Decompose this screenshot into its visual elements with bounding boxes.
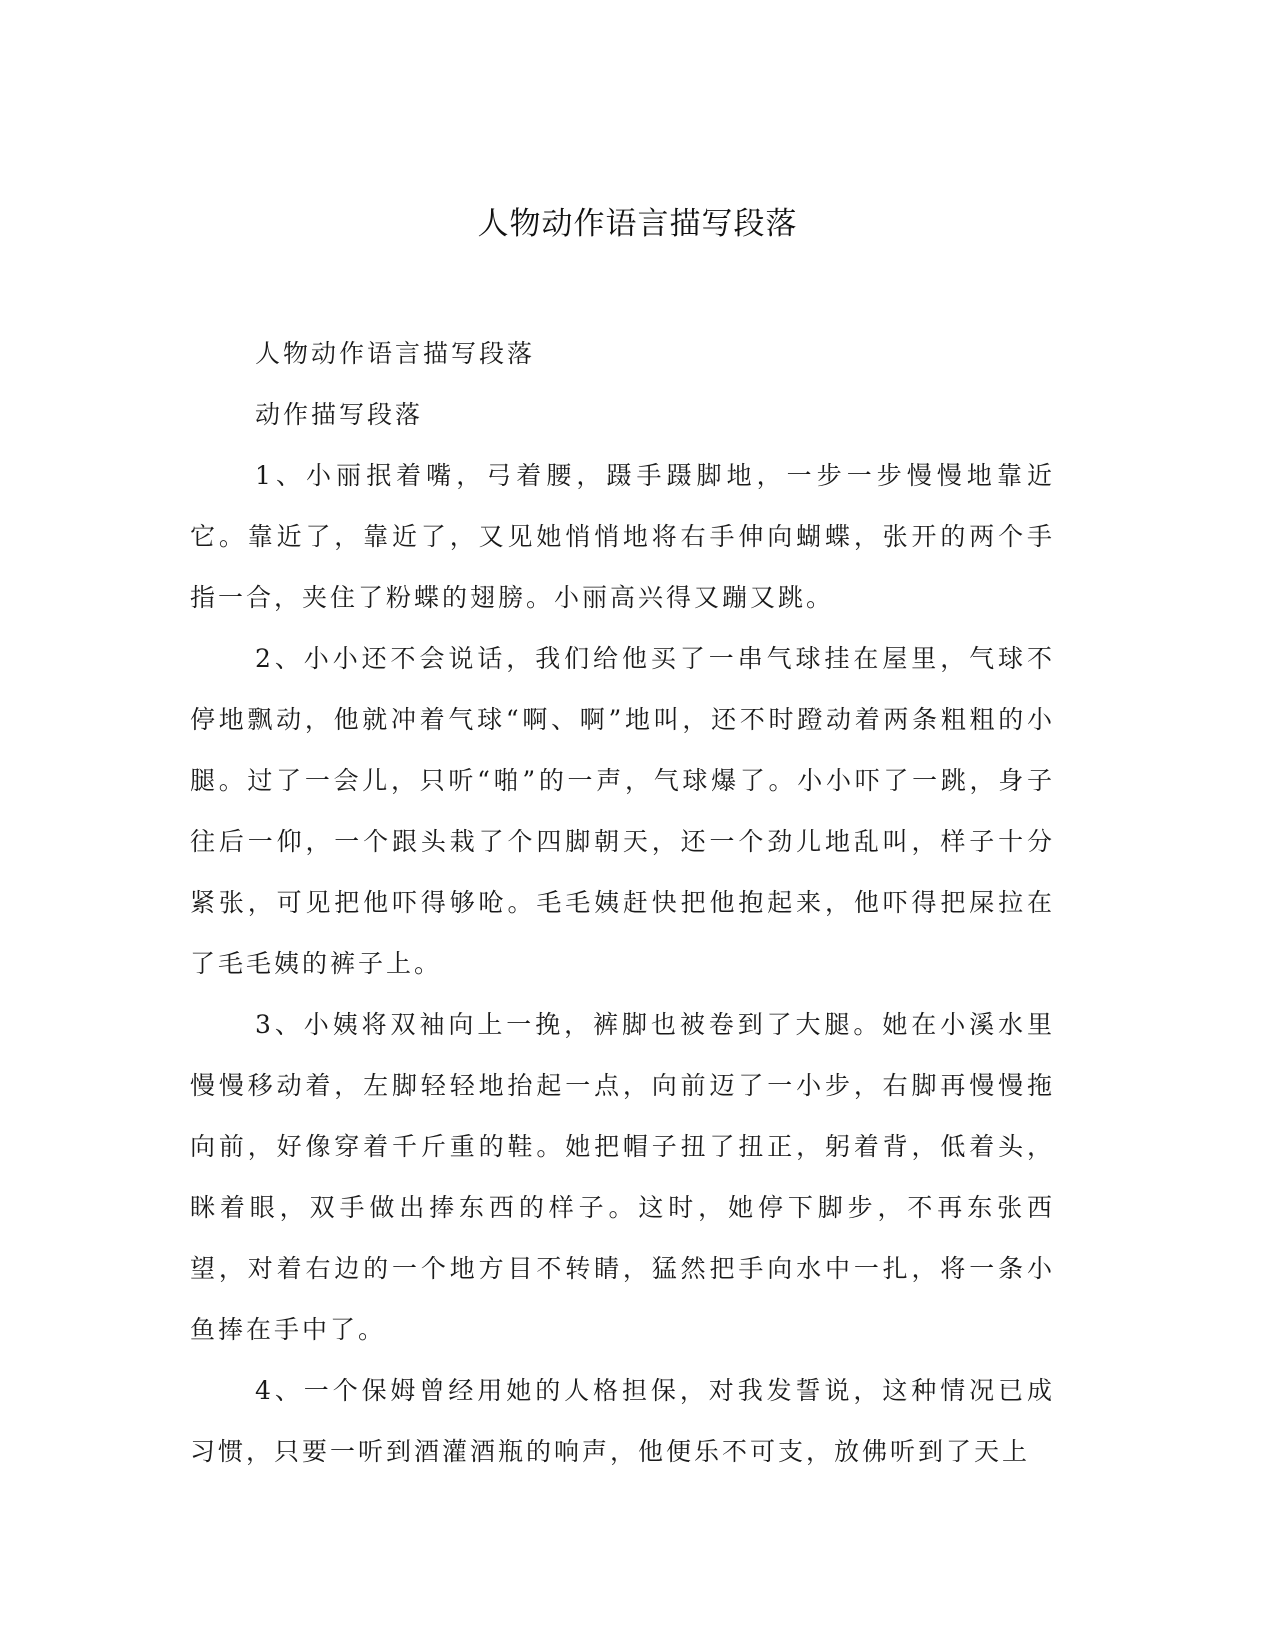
paragraph-subtitle: 人物动作语言描写段落 xyxy=(255,339,536,368)
document-body xyxy=(190,323,1055,1482)
page-title: 人物动作语言描写段落 xyxy=(477,206,798,242)
paragraph-2: 2、小小还不会说话，我们给他买了一串气球挂在屋里，气球不停地飘动，他就冲着气球“啊、啊”地叫，还不时蹬动着两条粗粗的小腿。过了一会儿，只听“啪”的一声，气球爆了。小小吓了一跳，身子往后一仰，一个跟头栽了个四脚朝天，还一个劲儿地乱叫，样子十分紧张，可见把他吓得够呛。毛毛姨赶快把他抱起来，他吓得把屎拉在了毛毛姨的裤子上。 xyxy=(190,644,1055,978)
paragraph-1: 1、小丽抿着嘴，弓着腰，蹑手蹑脚地，一步一步慢慢地靠近它。靠近了，靠近了，又见她悄悄地将右手伸向蝴蝶，张开的两个手指一合，夹住了粉蝶的翅膀。小丽高兴得又蹦又跳。 xyxy=(190,461,1055,612)
paragraph-4: 4、一个保姆曾经用她的人格担保，对我发誓说，这种情况已成习惯，只要一听到酒灌酒瓶的响声，他便乐不可支，放佛听到了天上 xyxy=(190,1376,1055,1466)
paragraph-section-heading: 动作描写段落 xyxy=(255,400,424,429)
paragraph-3: 3、小姨将双袖向上一挽，裤脚也被卷到了大腿。她在小溪水里慢慢移动着，左脚轻轻地抬起一点，向前迈了一小步，右脚再慢慢拖向前，好像穿着千斤重的鞋。她把帽子扭了扭正，躬着背，低着头，眯着眼，双手做出捧东西的样子。这时，她停下脚步，不再东张西望，对着右边的一个地方目不转睛，猛然把手向水中一扎，将一条小鱼捧在手中了。 xyxy=(190,1010,1055,1344)
